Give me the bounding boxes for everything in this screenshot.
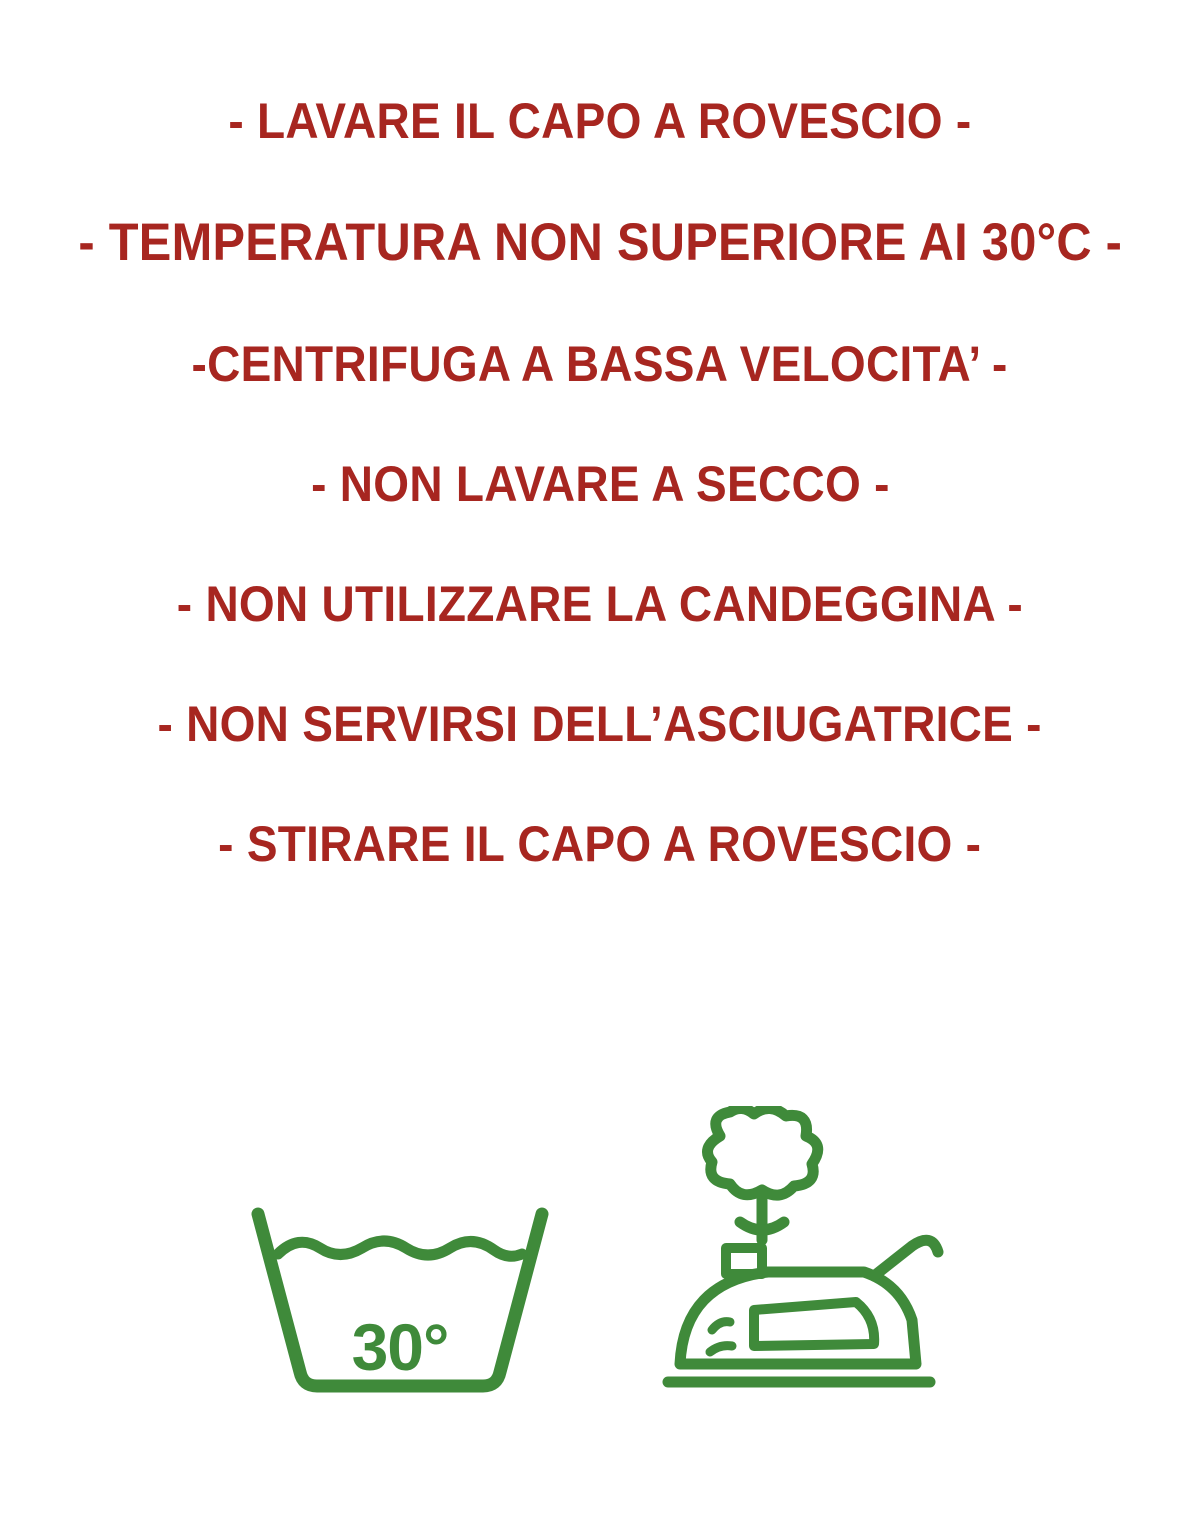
instruction-line: - NON UTILIZZARE LA CANDEGGINA - xyxy=(176,576,1024,632)
wash-temperature-label: 30° xyxy=(351,1310,449,1384)
instruction-line: - NON LAVARE A SECCO - xyxy=(310,456,890,512)
instructions-list xyxy=(20,93,1180,939)
wash-tub-30-icon xyxy=(240,1186,560,1411)
instruction-line: - NON SERVIRSI DELL’ASCIUGATRICE - xyxy=(157,696,1043,752)
instruction-line: - TEMPERATURA NON SUPERIORE AI 30°C - xyxy=(78,213,1122,272)
instruction-line: - LAVARE IL CAPO A ROVESCIO - xyxy=(228,93,972,149)
care-symbols xyxy=(0,1106,1200,1411)
instruction-line: - STIRARE IL CAPO A ROVESCIO - xyxy=(218,816,982,872)
iron-steam-icon xyxy=(650,1106,960,1411)
instruction-line: -CENTRIFUGA A BASSA VELOCITA’ - xyxy=(191,336,1009,392)
